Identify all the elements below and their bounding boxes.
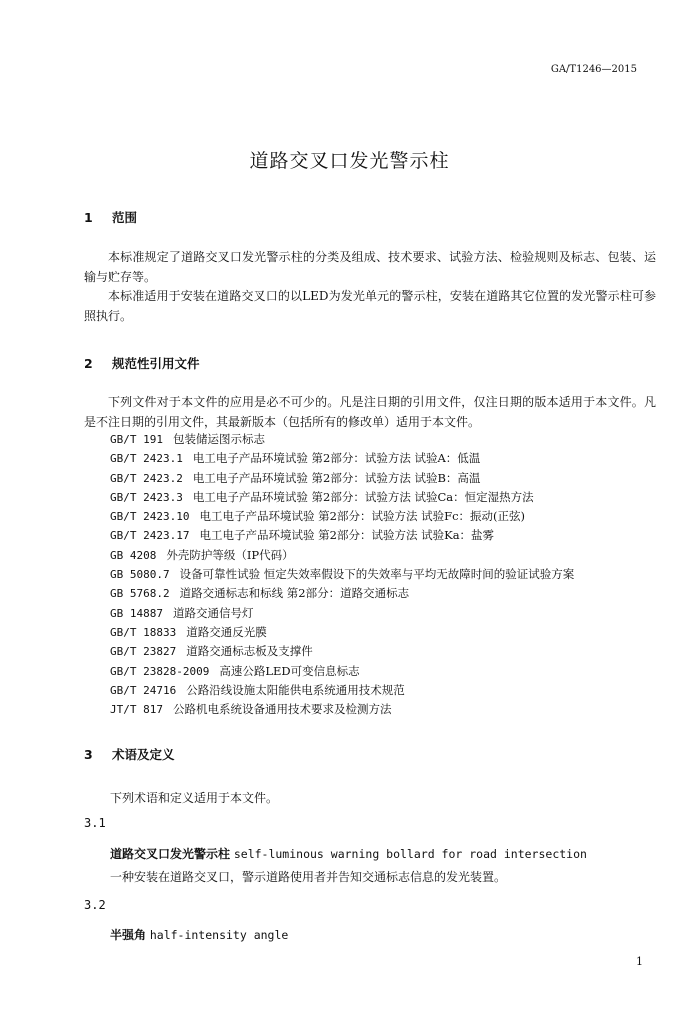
reference-title: 道路交通反光膜 [186, 624, 267, 639]
reference-title: 电工电子产品环境试验 第2部分：试验方法 试验Ka：盐雾 [199, 528, 495, 543]
term-english: half-intensity angle [149, 928, 289, 942]
reference-title: 电工电子产品环境试验 第2部分：试验方法 试验Fc：振动(正弦) [199, 509, 526, 524]
reference-code: GB/T 2423.17 [110, 529, 190, 543]
reference-title: 电工电子产品环境试验 第2部分：试验方法 试验A：低温 [192, 451, 481, 466]
reference-code: GB 4208 [110, 548, 157, 562]
reference-item [110, 507, 574, 526]
clause-number: 3.2 [84, 898, 106, 912]
standard-code: GA/T1246—2015 [550, 64, 637, 75]
reference-list [110, 430, 574, 719]
reference-title: 外壳防护等级（IP代码） [166, 547, 294, 562]
reference-item [110, 488, 574, 507]
term-chinese: 道路交叉口发光警示柱 [110, 847, 231, 861]
section-number: 1 [84, 210, 93, 225]
paragraph: 本标准适用于安装在道路交叉口的以LED为发光单元的警示柱，安装在道路其它位置的发光警示柱可参照执行。 [84, 289, 656, 323]
section-title: 规范性引用文件 [112, 356, 200, 371]
reference-item [110, 546, 574, 565]
section-title: 术语及定义 [112, 747, 175, 762]
reference-item [110, 662, 574, 681]
reference-code: GB/T 191 [110, 433, 163, 446]
reference-item [110, 449, 574, 468]
reference-item [110, 430, 574, 449]
section-1-body [84, 248, 656, 326]
reference-item [110, 526, 574, 545]
reference-title: 电工电子产品环境试验 第2部分：试验方法 试验Ca：恒定湿热方法 [192, 489, 534, 504]
reference-code: JT/T 817 [110, 703, 163, 717]
reference-title: 道路交通标志和标线 第2部分：道路交通标志 [179, 586, 410, 601]
reference-code: GB/T 2423.2 [110, 471, 183, 485]
term-entry [110, 845, 587, 862]
reference-code: GB 14887 [110, 606, 163, 620]
page-number: 1 [636, 955, 643, 968]
reference-code: GB 5768.2 [110, 587, 170, 601]
reference-item [110, 700, 574, 719]
section-1-heading [84, 208, 137, 226]
reference-item [110, 623, 574, 642]
reference-code: GB/T 23827 [110, 645, 177, 659]
section-number: 2 [84, 356, 93, 371]
reference-title: 公路沿线设施太阳能供电系统通用技术规范 [186, 682, 405, 697]
document-title: 道路交叉口发光警示柱 [249, 150, 450, 172]
reference-item [110, 565, 574, 584]
section-2-heading [84, 354, 200, 372]
reference-code: GB/T 2423.1 [110, 452, 183, 466]
reference-item [110, 604, 574, 623]
reference-item [110, 681, 574, 700]
reference-code: GB/T 2423.10 [110, 510, 190, 524]
reference-code: GB/T 2423.3 [110, 490, 183, 504]
section-3-heading [84, 745, 175, 763]
term-definition: 一种安装在道路交叉口，警示道路使用者并告知交通标志信息的发光装置。 [110, 870, 507, 884]
reference-title: 道路交通信号灯 [172, 605, 254, 620]
reference-code: GB 5080.7 [110, 568, 170, 582]
section-number: 3 [84, 747, 93, 762]
reference-title: 包装储运图示标志 [172, 432, 265, 446]
reference-title: 公路机电系统设备通用技术要求及检测方法 [172, 702, 392, 717]
reference-title: 高速公路LED可变信息标志 [219, 663, 360, 678]
term-english: self-luminous warning bollard for road intersection [233, 847, 587, 861]
paragraph: 下列文件对于本文件的应用是必不可少的。凡是注日期的引用文件，仅注日期的版本适用于本文件。凡是不注日期的引用文件，其最新版本（包括所有的修改单）适用于本文件。 [84, 395, 656, 429]
reference-item [110, 584, 574, 603]
reference-code: GB/T 23828-2009 [110, 664, 210, 678]
paragraph: 本标准规定了道路交叉口发光警示柱的分类及组成、技术要求、试验方法、检验规则及标志、包装、运输与贮存等。 [84, 250, 656, 284]
term-entry [110, 926, 288, 943]
reference-item [110, 469, 574, 488]
reference-code: GB/T 18833 [110, 625, 177, 639]
section-title: 范围 [112, 210, 138, 225]
section-3-intro: 下列术语和定义适用于本文件。 [110, 791, 279, 805]
clause-number: 3.1 [84, 816, 106, 830]
reference-title: 设备可靠性试验 恒定失效率假设下的失效率与平均无故障时间的验证试验方案 [179, 567, 575, 582]
reference-title: 电工电子产品环境试验 第2部分：试验方法 试验B：高温 [192, 470, 481, 485]
reference-item [110, 642, 574, 661]
section-2-intro [84, 393, 656, 432]
term-chinese: 半强角 [110, 928, 147, 942]
reference-code: GB/T 24716 [110, 683, 177, 697]
reference-title: 道路交通标志板及支撑件 [186, 644, 313, 659]
